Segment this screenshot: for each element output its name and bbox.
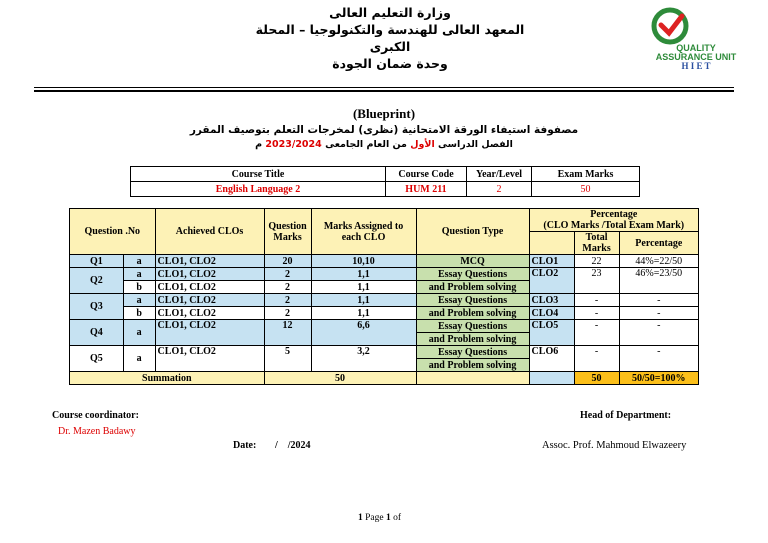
marks-assigned-cell: 1,1 [311,294,416,307]
marks-assigned-cell: 6,6 [311,320,416,346]
academic-year: 2023/2024 [265,139,322,150]
year-level-value: 2 [467,182,532,197]
clo-total-cell: - [574,294,619,307]
page-word: Page [365,513,384,523]
question-number: Q3 [70,294,124,320]
unit-name: وحدة ضمان الجودة [332,56,448,71]
semester-prefix: الفصل الدراسى [438,139,513,150]
marks-assigned-cell: 1,1 [311,281,416,294]
marks-assigned-cell: 10,10 [311,255,416,268]
question-marks-cell: 5 [264,346,311,372]
clo-total-cell: 22 [574,255,619,268]
question-type-cell: Essay Questions [416,268,529,281]
clo-total-cell: - [574,320,619,346]
date-label: Date: [233,440,257,451]
question-type-cell: Essay Questions [416,346,529,359]
clo-percentage-cell: - [619,294,698,307]
clo-label-cell: CLO6 [529,346,574,372]
question-marks-cell: 2 [264,307,311,320]
quality-assurance-logo [638,6,748,76]
page-number [358,513,401,523]
achieved-clos-cell: CLO1, CLO2 [155,255,264,268]
head-name: Assoc. Prof. Mahmoud Elwazeery [542,440,687,451]
header-percentage-label: Percentage [590,209,638,220]
year-level-header: Year/Level [467,167,532,182]
clo-label-cell: CLO3 [529,294,574,307]
logo-text-hiet: H I E T [681,61,711,71]
question-type-cell: and Problem solving [416,281,529,294]
exam-marks-value: 50 [532,182,640,197]
summation-percentage: 50/50=100% [619,372,698,385]
achieved-clos-cell: CLO1, CLO2 [155,320,264,346]
clo-percentage-cell: - [619,307,698,320]
header-percentage-col: Percentage [619,232,698,255]
page-title: (Blueprint) [352,106,416,121]
clo-percentage-cell: 44%=22/50 [619,255,698,268]
blueprint-table [69,208,699,385]
page-subtitle: مصفوفة استيفاء الورقة الامتحانية (نظرى) لمخرجات التعلم بتوصيف المقرر [189,124,579,136]
clo-label-cell: CLO1 [529,255,574,268]
head-of-department-label: Head of Department: [580,410,672,421]
question-type-cell: and Problem solving [416,307,529,320]
title-block [120,106,648,150]
course-info-table [130,166,640,197]
clo-total-cell: 23 [574,268,619,294]
header-question-no: Question .No [70,209,156,255]
question-marks-cell: 12 [264,320,311,346]
question-type-cell: and Problem solving [416,359,529,372]
question-number: Q2 [70,268,124,294]
course-code-header: Course Code [386,167,467,182]
header-clo-blank [529,232,574,255]
semester-mid: من العام الجامعى [325,139,407,150]
achieved-clos-cell: CLO1, CLO2 [155,281,264,294]
achieved-clos-cell: CLO1, CLO2 [155,268,264,281]
question-marks-cell: 2 [264,268,311,281]
achieved-clos-cell: CLO1, CLO2 [155,294,264,307]
header-total-marks: Total Marks [574,232,619,255]
course-code-value: HUM 211 [386,182,467,197]
ministry-name: وزارة التعليم العالى [329,5,451,20]
question-part: a [123,294,155,307]
question-part: b [123,281,155,294]
clo-percentage-cell: - [619,320,698,346]
header-achieved-clos: Achieved CLOs [155,209,264,255]
question-part: a [123,346,155,372]
clo-percentage-cell: 46%=23/50 [619,268,698,294]
semester-line [120,139,648,150]
logo-text-quality: QUALITY [676,43,716,53]
clo-label-cell: CLO4 [529,307,574,320]
question-type-cell: and Problem solving [416,333,529,346]
question-number: Q4 [70,320,124,346]
question-part: a [123,268,155,281]
achieved-clos-cell: CLO1, CLO2 [155,307,264,320]
question-part: a [123,255,155,268]
achieved-clos-cell: CLO1, CLO2 [155,346,264,372]
question-part: b [123,307,155,320]
course-title-header: Course Title [131,167,386,182]
marks-assigned-cell: 1,1 [311,268,416,281]
year-suffix: م [255,139,263,150]
clo-total-cell: - [574,307,619,320]
institute-name: المعهد العالى للهندسة والتكنولوجيا – المحلة الكبرى [255,22,525,54]
coordinator-name: Dr. Mazen Badawy [58,426,136,437]
clo-total-cell: - [574,346,619,372]
marks-assigned-cell: 3,2 [311,346,416,372]
summation-total: 50 [574,372,619,385]
logo-text-assurance: ASSURANCE UNIT [655,52,737,62]
clo-label-cell: CLO2 [529,268,574,294]
question-marks-cell: 20 [264,255,311,268]
coordinator-label: Course coordinator: [52,410,139,421]
header-percentage-sub: (CLO Marks /Total Exam Mark) [543,220,685,231]
question-number: Q1 [70,255,124,268]
question-type-cell: Essay Questions [416,294,529,307]
summation-value: 50 [264,372,416,385]
header-divider-bottom [34,90,734,92]
header-divider-top [34,87,734,88]
clo-percentage-cell: - [619,346,698,372]
header-question-marks: Question Marks [264,209,311,255]
question-marks-cell: 2 [264,294,311,307]
summation-label: Summation [70,372,265,385]
question-type-cell: MCQ [416,255,529,268]
page-current: 1 [385,513,391,523]
date-value: / /2024 [275,440,311,451]
summation-clo-blank [529,372,574,385]
question-type-cell: Essay Questions [416,320,529,333]
header-percentage [529,209,698,232]
page-of: of [393,513,402,523]
arabic-header [250,4,530,72]
header-question-type: Question Type [416,209,529,255]
course-title-value: English Language 2 [131,182,386,197]
question-part: a [123,320,155,346]
marks-assigned-cell: 1,1 [311,307,416,320]
exam-marks-header: Exam Marks [532,167,640,182]
question-number: Q5 [70,346,124,372]
header-marks-assigned: Marks Assigned to each CLO [311,209,416,255]
page-num-bold: 1 [358,513,363,523]
question-marks-cell: 2 [264,281,311,294]
summation-type-blank [416,372,529,385]
semester-word: الأول [410,139,435,150]
clo-label-cell: CLO5 [529,320,574,346]
